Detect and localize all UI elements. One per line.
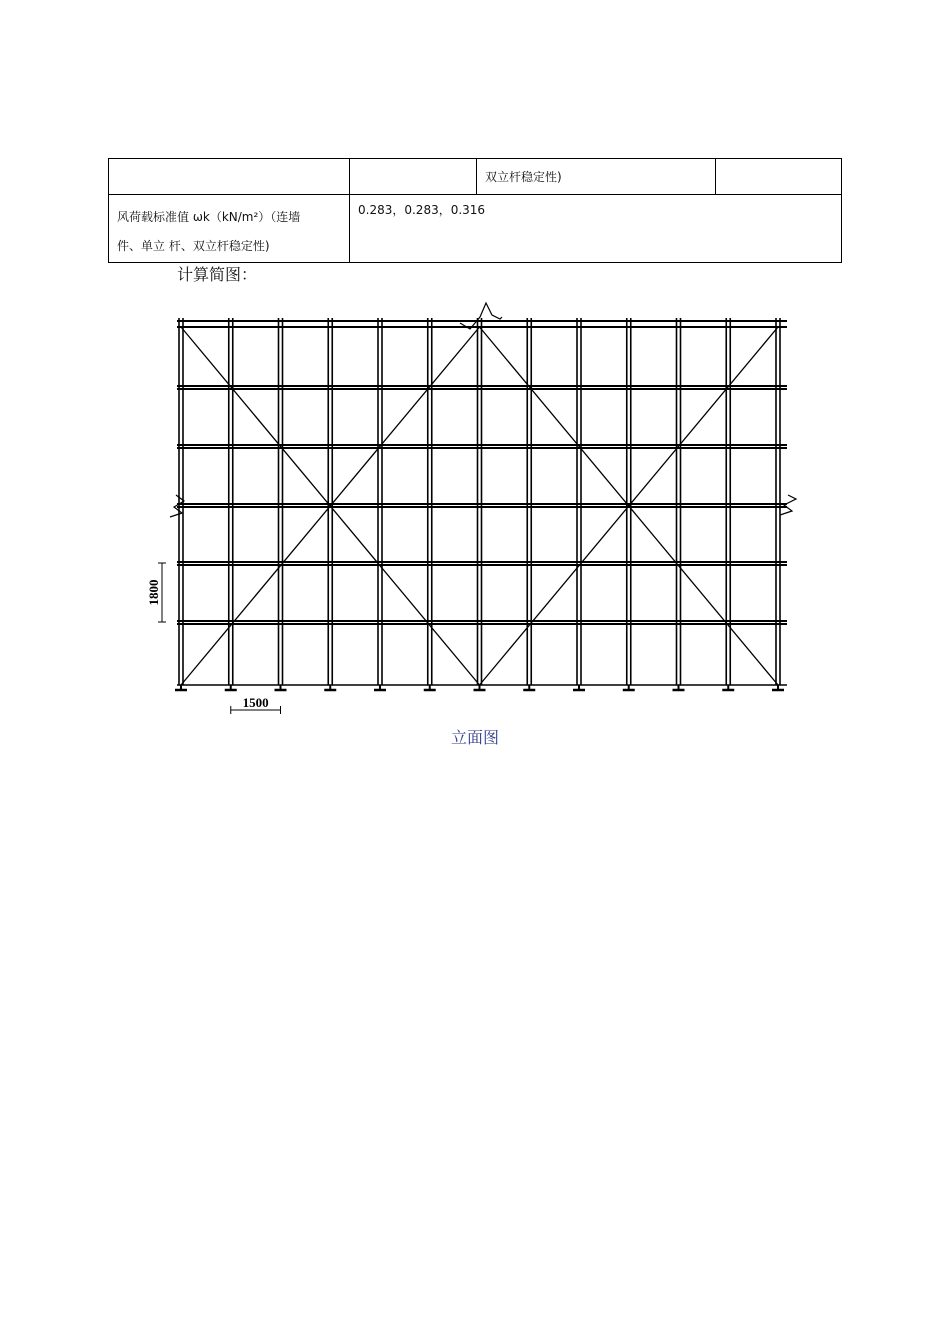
diagram-caption: 立面图 bbox=[450, 728, 499, 747]
parameter-table bbox=[108, 158, 842, 263]
wind-load-label-line1: 风荷载标准值 ωk（kN/m²）（连墙 bbox=[117, 210, 301, 224]
table-cell-r1c3 bbox=[477, 158, 715, 194]
table-cell-r2-label bbox=[108, 195, 349, 263]
wind-load-label-line2: 件、单立 杆、双立杆稳定性) bbox=[117, 239, 270, 253]
section-label: 计算简图： bbox=[177, 265, 258, 284]
table-cell-text: 双立杆稳定性) bbox=[485, 170, 562, 184]
wind-load-values: 0.283，0.283，0.316 bbox=[358, 203, 486, 217]
elevation-diagram bbox=[140, 295, 810, 725]
table-cell-r2-value bbox=[350, 195, 842, 263]
dimension-label-vertical: 1800 bbox=[146, 579, 161, 606]
dimension-label-horizontal: 1500 bbox=[242, 695, 269, 710]
